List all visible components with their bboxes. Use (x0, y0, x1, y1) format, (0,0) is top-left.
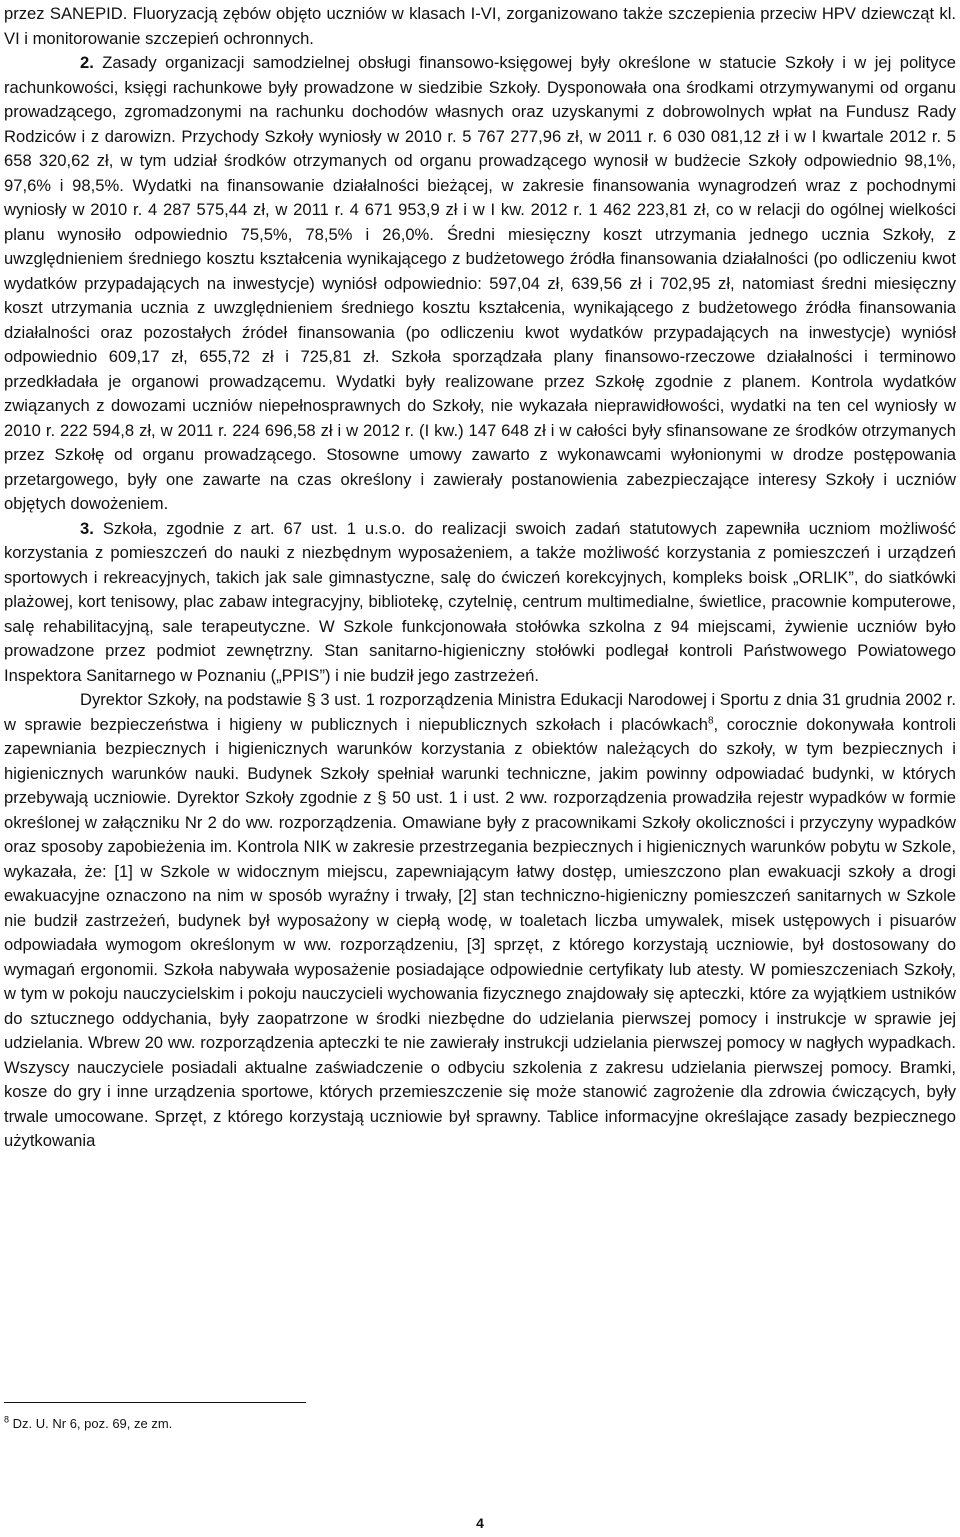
paragraph-3-text: Szkoła, zgodnie z art. 67 ust. 1 u.s.o. do realizacji swoich zadań statutowych zapewniła uczniom możliwość korzystania z pomieszczeń do nauki z niezbędnym wyposażeniem, a także możliwość korzystania z pomieszczeń i urządzeń sportowych i rekreacyjnych, takich jak sale gimnastyczne, salę do ćwiczeń korekcyjnych, kompleks boisk „ORLIK”, do siatkówki plażowej, kort tenisowy, plac zabaw integracyjny, bibliotekę, czytelnię, centrum multimedialne, świetlice, pracownie komputerowe, salę rehabilitacyjną, sale terapeutyczne. W Szkole funkcjonowała stołówka szkolna z 94 miejscami, żywienie uczniów było prowadzone przez podmiot zewnętrzny. Stan sanitarno-higieniczny stołówki podlegał kontroli Państwowego Powiatowego Inspektora Sanitarnego w Poznaniu („PPIS”) i nie budził jego zastrzeżeń. (4, 518, 956, 685)
paragraph-2 (4, 51, 956, 517)
footnote-mark: 8 (4, 1414, 10, 1425)
document-page (4, 0, 956, 1154)
paragraph-intro (4, 2, 956, 51)
paragraph-3 (4, 517, 956, 689)
paragraph-4 (4, 688, 956, 1154)
footnote-divider (4, 1402, 306, 1403)
paragraph-3-number: 3. (80, 518, 94, 538)
footnote (4, 1416, 172, 1432)
paragraph-intro-text: przez SANEPID. Fluoryzacją zębów objęto uczniów w klasach I-VI, zorganizowano także szczepienia przeciw HPV dziewcząt kl. VI i monitorowanie szczepień ochronnych. (4, 4, 956, 48)
page-number: 4 (476, 1515, 484, 1531)
paragraph-2-text: Zasady organizacji samodzielnej obsługi finansowo-księgowej były określone w statucie Szkoły i w jej polityce rachunkowości, księgi rachunkowe były prowadzone w siedzibie Szkoły. Dysponowała ona środkami otrzymywanymi od organu prowadzącego, zgromadzonymi na rachunku dochodów własnych oraz uzyskanymi z dobrowolnych wpłat na Fundusz Rady Rodziców i z darowizn. Przychody Szkoły wyniosły w 2010 r. 5 767 277,96 zł, w 2011 r. 6 030 081,12 zł i w I kwartale 2012 r. 5 658 320,62 zł, w tym udział środków otrzymanych od organu prowadzącego wynosił w budżecie Szkoły odpowiednio 98,1%, 97,6% i 98,5%. Wydatki na finansowanie działalności bieżącej, w zakresie finansowania wynagrodzeń wraz z pochodnymi wyniosły w 2010 r. 4 287 575,44 zł, w 2011 r. 4 671 953,9 zł i w I kw. 2012 r. 1 462 223,81 zł, co w relacji do ogólnej wielkości planu wynosiło odpowiednio 75,5%, 78,5% i 26,0%. Średni miesięczny koszt utrzymania jednego ucznia Szkoły, z uwzględnieniem średniego kosztu kształcenia wynikającego z budżetowego źródła finansowania działalności (po odliczeniu kwot wydatków przypadających na inwestycje) wyniósł odpowiednio: 597,04 zł, 639,56 zł i 702,95 zł, natomiast średni miesięczny koszt utrzymania ucznia z uwzględnieniem średniego kosztu kształcenia, wynikającego z budżetowego źródła finansowania działalności oraz pozostałych źródeł finansowania (po odliczeniu kwot wydatków przypadających na inwestycje) wyniósł odpowiednio 609,17 zł, 655,72 zł i 725,81 zł. Szkoła sporządzała plany finansowo-rzeczowe działalności i terminowo przedkładała je organowi prowadzącemu. Wydatki były realizowane przez Szkołę zgodnie z planem. Kontrola wydatków związanych z dowozami uczniów niepełnosprawnych do Szkoły, nie wykazała nieprawidłowości, wydatki na ten cel wyniosły w 2010 r. 222 594,8 zł, w 2011 r. 224 696,58 zł i w 2012 r. (I kw.) 147 648 zł i w całości były sfinansowane ze środków otrzymanych przez Szkołę od organu prowadzącego. Stosowne umowy zawarto z wykonawcami wyłonionymi w drodze postępowania przetargowego, były one zawarte na czas określony i zawierały postanowienia zabezpieczające interesy Szkoły i uczniów objętych dowożeniem. (4, 53, 956, 513)
paragraph-2-number: 2. (80, 53, 94, 72)
footnote-text: Dz. U. Nr 6, poz. 69, ze zm. (12, 1416, 173, 1431)
paragraph-4-text-b: , corocznie dokonywała kontroli zapewniania bezpiecznych i higienicznych warunków korzystania z obiektów należących do szkoły, w tym bezpiecznych i higienicznych warunków nauki. Budynek Szkoły spełniał warunki techniczne, jakim powinny odpowiadać budynki, w których przebywają uczniowie. Dyrektor Szkoły zgodnie z § 50 ust. 1 i ust. 2 ww. rozporządzenia prowadziła rejestr wypadków w formie określonej w załączniku Nr 2 do ww. rozporządzenia. Omawiane były z pracownikami Szkoły okoliczności i przyczyny wypadków oraz sposoby zapobieżenia im. Kontrola NIK w zakresie przestrzegania bezpiecznych i higienicznych warunków pobytu w Szkole, wykazała, że: [1] w Szkole w widocznym miejscu, zapewniającym łatwy dostęp, umieszczono plan ewakuacji szkoły a drogi ewakuacyjne oznaczono na nim w sposób wyraźny i trwały, [2] stan techniczno-higieniczny pomieszczeń sanitarnych w Szkole nie budził zastrzeżeń, budynek był wyposażony w ciepłą wodę, w toaletach liczba umywalek, misek ustępowych i pisuarów odpowiadała wymogom określonym w ww. rozporządzeniu, [3] sprzęt, z którego korzystają uczniowie, był dostosowany do wymagań ergonomii. Szkoła nabywała wyposażenie posiadające odpowiednie certyfikaty lub atesty. W pomieszczeniach Szkoły, w tym w pokoju nauczycielskim i pokoju nauczycieli wychowania fizycznego znajdowały się apteczki, które za wyjątkiem ustników do sztucznego oddychania, były zaopatrzone w środki niezbędne do udzielania pierwszej pomocy i instrukcje w sprawie jej udzielania. Wbrew 20 ww. rozporządzenia apteczki te nie zawierały instrukcji udzielania pierwszej pomocy w nagłych wypadkach. Wszyscy nauczyciele posiadali aktualne zaświadczenie o odbyciu szkolenia z zakresu udzielania pierwszej pomocy. Bramki, kosze do gry i inne urządzenia sportowe, których przemieszczenie się może stanowić zagrożenie dla zdrowia ćwiczących, były trwale umocowane. Sprzęt, z którego korzystają uczniowie był sprawny. Tablice informacyjne określające zasady bezpiecznego użytkowania (4, 714, 957, 1150)
paragraph-4-text-a: Dyrektor Szkoły, na podstawie § 3 ust. 1 rozporządzenia Ministra Edukacji Narodowej i Sportu z dnia 31 grudnia 2002 r. w sprawie bezpieczeństwa i higieny w publicznych i niepublicznych szkołach i placówkach (4, 690, 956, 734)
footnote-reference[interactable]: 8 (707, 714, 714, 726)
